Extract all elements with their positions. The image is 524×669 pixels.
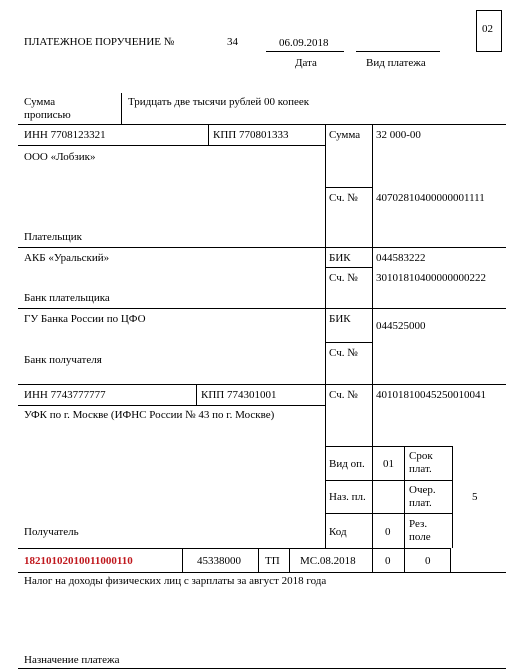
tax-row-div-2 <box>258 548 259 572</box>
hline-payer-bottom <box>18 247 506 248</box>
basis-value: ТП <box>265 555 280 567</box>
payment-type-underline <box>356 51 440 52</box>
receiver-bank-account-label: Сч. № <box>329 347 358 359</box>
vline-label-col-left <box>325 124 326 548</box>
ocher-label-2: плат. <box>409 497 432 509</box>
receiver-label: Получатель <box>24 526 79 538</box>
hline-details-row-2 <box>325 513 452 514</box>
rez-label-1: Рез. <box>409 518 428 530</box>
purpose-text: Налог на доходы физических лиц с зарплаты за август 2018 года <box>24 575 327 587</box>
hline-tax-row-top <box>18 548 450 549</box>
hline-receiver-bank-bottom <box>18 384 506 385</box>
date-label: Дата <box>295 57 317 69</box>
amount-words-label-2: прописью <box>24 109 71 121</box>
payer-inn-kpp-divider <box>208 124 209 145</box>
payment-type-label: Вид платежа <box>366 57 426 69</box>
payer-bank-bik-label: БИК <box>329 252 351 264</box>
payer-bank-account: 30101810400000000222 <box>376 272 486 284</box>
amount-words-divider <box>121 93 122 124</box>
payer-account-label: Сч. № <box>329 192 358 204</box>
date-underline <box>266 51 344 52</box>
receiver-inn: ИНН 7743777777 <box>24 389 106 401</box>
payer-name: ООО «Лобзик» <box>24 151 96 163</box>
payer-inn: ИНН 7708123321 <box>24 129 106 141</box>
details-col-divider-2 <box>452 446 453 548</box>
payer-sum-value: 32 000-00 <box>376 129 421 141</box>
hline-details-row-1 <box>325 480 452 481</box>
rez-label-2: поле <box>409 531 431 543</box>
amount-words-label-1: Сумма <box>24 96 56 108</box>
tax-row-div-4 <box>372 548 373 572</box>
receiver-name: УФК по г. Москве (ИФНС России № 43 по г. Москве) <box>24 409 275 421</box>
hline-details-top <box>325 446 453 447</box>
naz-pl-label: Наз. пл. <box>329 491 366 503</box>
payer-label: Плательщик <box>24 231 82 243</box>
hline-payer-inn-bottom <box>18 145 325 146</box>
tax-row-div-5 <box>404 548 405 572</box>
payer-kpp: КПП 770801333 <box>213 129 289 141</box>
payer-bank-label: Банк плательщика <box>24 292 110 304</box>
hline-receiver-bik-bottom <box>325 342 372 343</box>
kbk-value: 18210102010011000110 <box>24 555 133 567</box>
payer-bank-name: АКБ «Уральский» <box>24 252 110 264</box>
oktmo-value: 45338000 <box>197 555 241 567</box>
kod-label: Код <box>329 526 347 538</box>
amount-words-value: Тридцать две тысячи рублей 00 копеек <box>128 96 310 108</box>
receiver-bank-label: Банк получателя <box>24 354 102 366</box>
receiver-bank-bik-label: БИК <box>329 313 351 325</box>
hline-payer-bik-bottom <box>325 267 372 268</box>
payer-bank-bik: 044583222 <box>376 252 426 264</box>
receiver-account-label: Сч. № <box>329 389 358 401</box>
hline-amount-bottom <box>18 124 506 125</box>
ocher-value: 5 <box>472 491 478 503</box>
payment-number: 34 <box>227 36 238 48</box>
vline-label-col-right <box>372 124 373 446</box>
purpose-label: Назначение платежа <box>24 654 120 666</box>
ocher-label-1: Очер. <box>409 484 436 496</box>
hline-payer-bank-bottom <box>18 308 506 309</box>
form-title: ПЛАТЕЖНОЕ ПОРУЧЕНИЕ № <box>24 36 175 48</box>
vid-op-label: Вид оп. <box>329 458 365 470</box>
details-col-divider-1 <box>404 446 405 548</box>
period-value: МС.08.2018 <box>300 555 356 567</box>
payer-account: 40702810400000001111 <box>376 192 485 204</box>
srok-label-2: плат. <box>409 463 432 475</box>
doc-date-value: 0 <box>425 555 431 567</box>
receiver-kpp: КПП 774301001 <box>201 389 277 401</box>
payer-bank-account-label: Сч. № <box>329 272 358 284</box>
tax-row-div-1 <box>182 548 183 572</box>
tax-row-div-6 <box>450 548 451 572</box>
tax-row-div-3 <box>289 548 290 572</box>
hline-receiver-inn-bottom <box>18 405 325 406</box>
doc-number-value: 0 <box>385 555 391 567</box>
payment-date: 06.09.2018 <box>279 37 329 49</box>
vline-details-value-left <box>372 446 373 548</box>
hline-sum-bottom <box>325 187 372 188</box>
payer-sum-label: Сумма <box>329 129 361 141</box>
receiver-account: 40101810045250010041 <box>376 389 486 401</box>
receiver-bank-name: ГУ Банка России по ЦФО <box>24 313 146 325</box>
kod-value: 0 <box>385 526 391 538</box>
hline-tax-row-bottom <box>18 572 506 573</box>
receiver-bank-bik: 044525000 <box>376 320 426 332</box>
vid-op-value: 01 <box>383 458 394 470</box>
srok-label-1: Срок <box>409 450 433 462</box>
form-code: 02 <box>482 23 493 35</box>
receiver-inn-kpp-divider <box>196 384 197 405</box>
